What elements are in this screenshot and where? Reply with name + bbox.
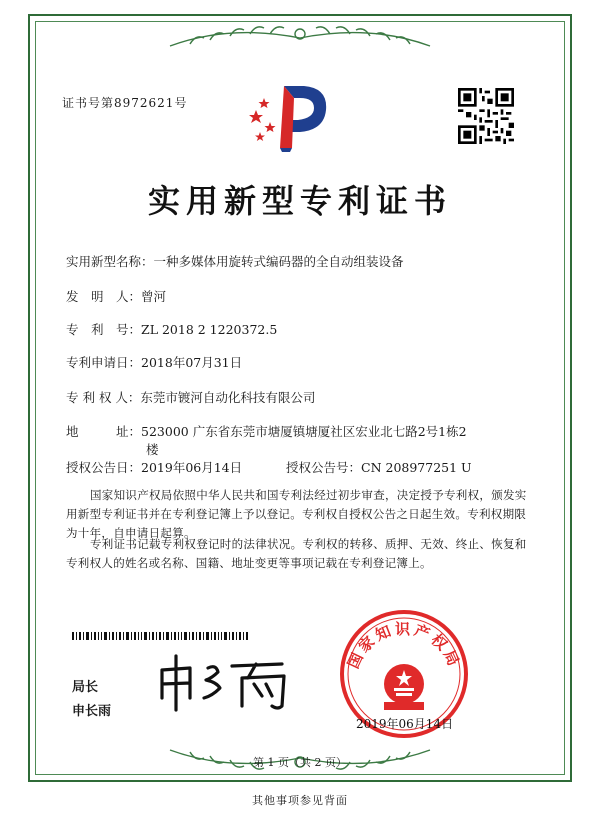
filing-date-label: 专利申请日： (66, 355, 142, 370)
grant-statement-paragraph: 国家知识产权局依照中华人民共和国专利法经过初步审查，决定授予专利权，颁发实用新型专利证书并在专利登记簿上予以登记。专利权自授权公告之日起生效。专利权期限为十年，自申请日起算。 (66, 488, 527, 540)
inventor-label: 发 明 人： (66, 289, 142, 304)
patentee-value: 东莞市镀河自动化科技有限公司 (140, 390, 316, 405)
certificate-number: 证书号第8972621号 (62, 96, 188, 110)
grant-date-label: 授权公告日： (66, 460, 142, 475)
footer-note: 其他事项参见背面 (252, 794, 348, 807)
grant-number-row (286, 458, 472, 476)
signature-icon (150, 648, 310, 718)
laurel-ornament-icon (150, 16, 450, 62)
utility-model-name-label: 实用新型名称： (66, 254, 154, 269)
patent-number-value: ZL 2018 2 1220372.5 (141, 322, 278, 337)
grant-number-value: CN 208977251 U (361, 460, 472, 475)
utility-model-name-row (66, 252, 404, 270)
address-continuation-row (146, 440, 159, 458)
certificate-title: 实用新型专利证书 (147, 182, 452, 220)
filing-date-row (66, 353, 242, 371)
patentee-label: 专 利 权 人： (66, 390, 141, 405)
address-label: 地 址： (66, 424, 142, 439)
director-name: 申长雨 (72, 704, 112, 719)
director-title: 局长 (72, 680, 99, 695)
filing-date-value: 2018年07月31日 (141, 355, 243, 370)
grant-number-label: 授权公告号： (286, 460, 362, 475)
grant-date-row (66, 458, 242, 476)
seal-date: 2019年06月14日 (356, 717, 454, 731)
grant-date-value: 2019年06月14日 (141, 460, 243, 475)
address-value-line2: 楼 (146, 442, 159, 457)
inventor-value: 曾河 (141, 289, 167, 304)
address-value-line1: 523000 广东省东莞市塘厦镇塘厦社区宏业北七路2号1栋2 (141, 424, 467, 439)
page-number: 第 1 页（共 2 页） (253, 756, 347, 769)
patent-number-label: 专 利 号： (66, 322, 142, 337)
utility-model-name-value: 一种多媒体用旋转式编码器的全自动组装设备 (153, 254, 404, 269)
address-row (66, 422, 467, 440)
barcode-icon (72, 632, 248, 640)
patentee-row (66, 388, 315, 406)
svg-text:国家知识产权局: 国家知识产权局 (344, 620, 464, 672)
inventor-row (66, 287, 166, 305)
legal-status-paragraph: 专利证书记载专利权登记时的法律状况。专利权的转移、质押、无效、终止、恢复和专利权人的姓名或名称、国籍、地址变更等事项记载在专利登记簿上。 (66, 537, 527, 570)
patent-number-row (66, 320, 277, 338)
patent-office-emblem-icon (240, 78, 330, 156)
qr-code-icon (458, 88, 514, 144)
